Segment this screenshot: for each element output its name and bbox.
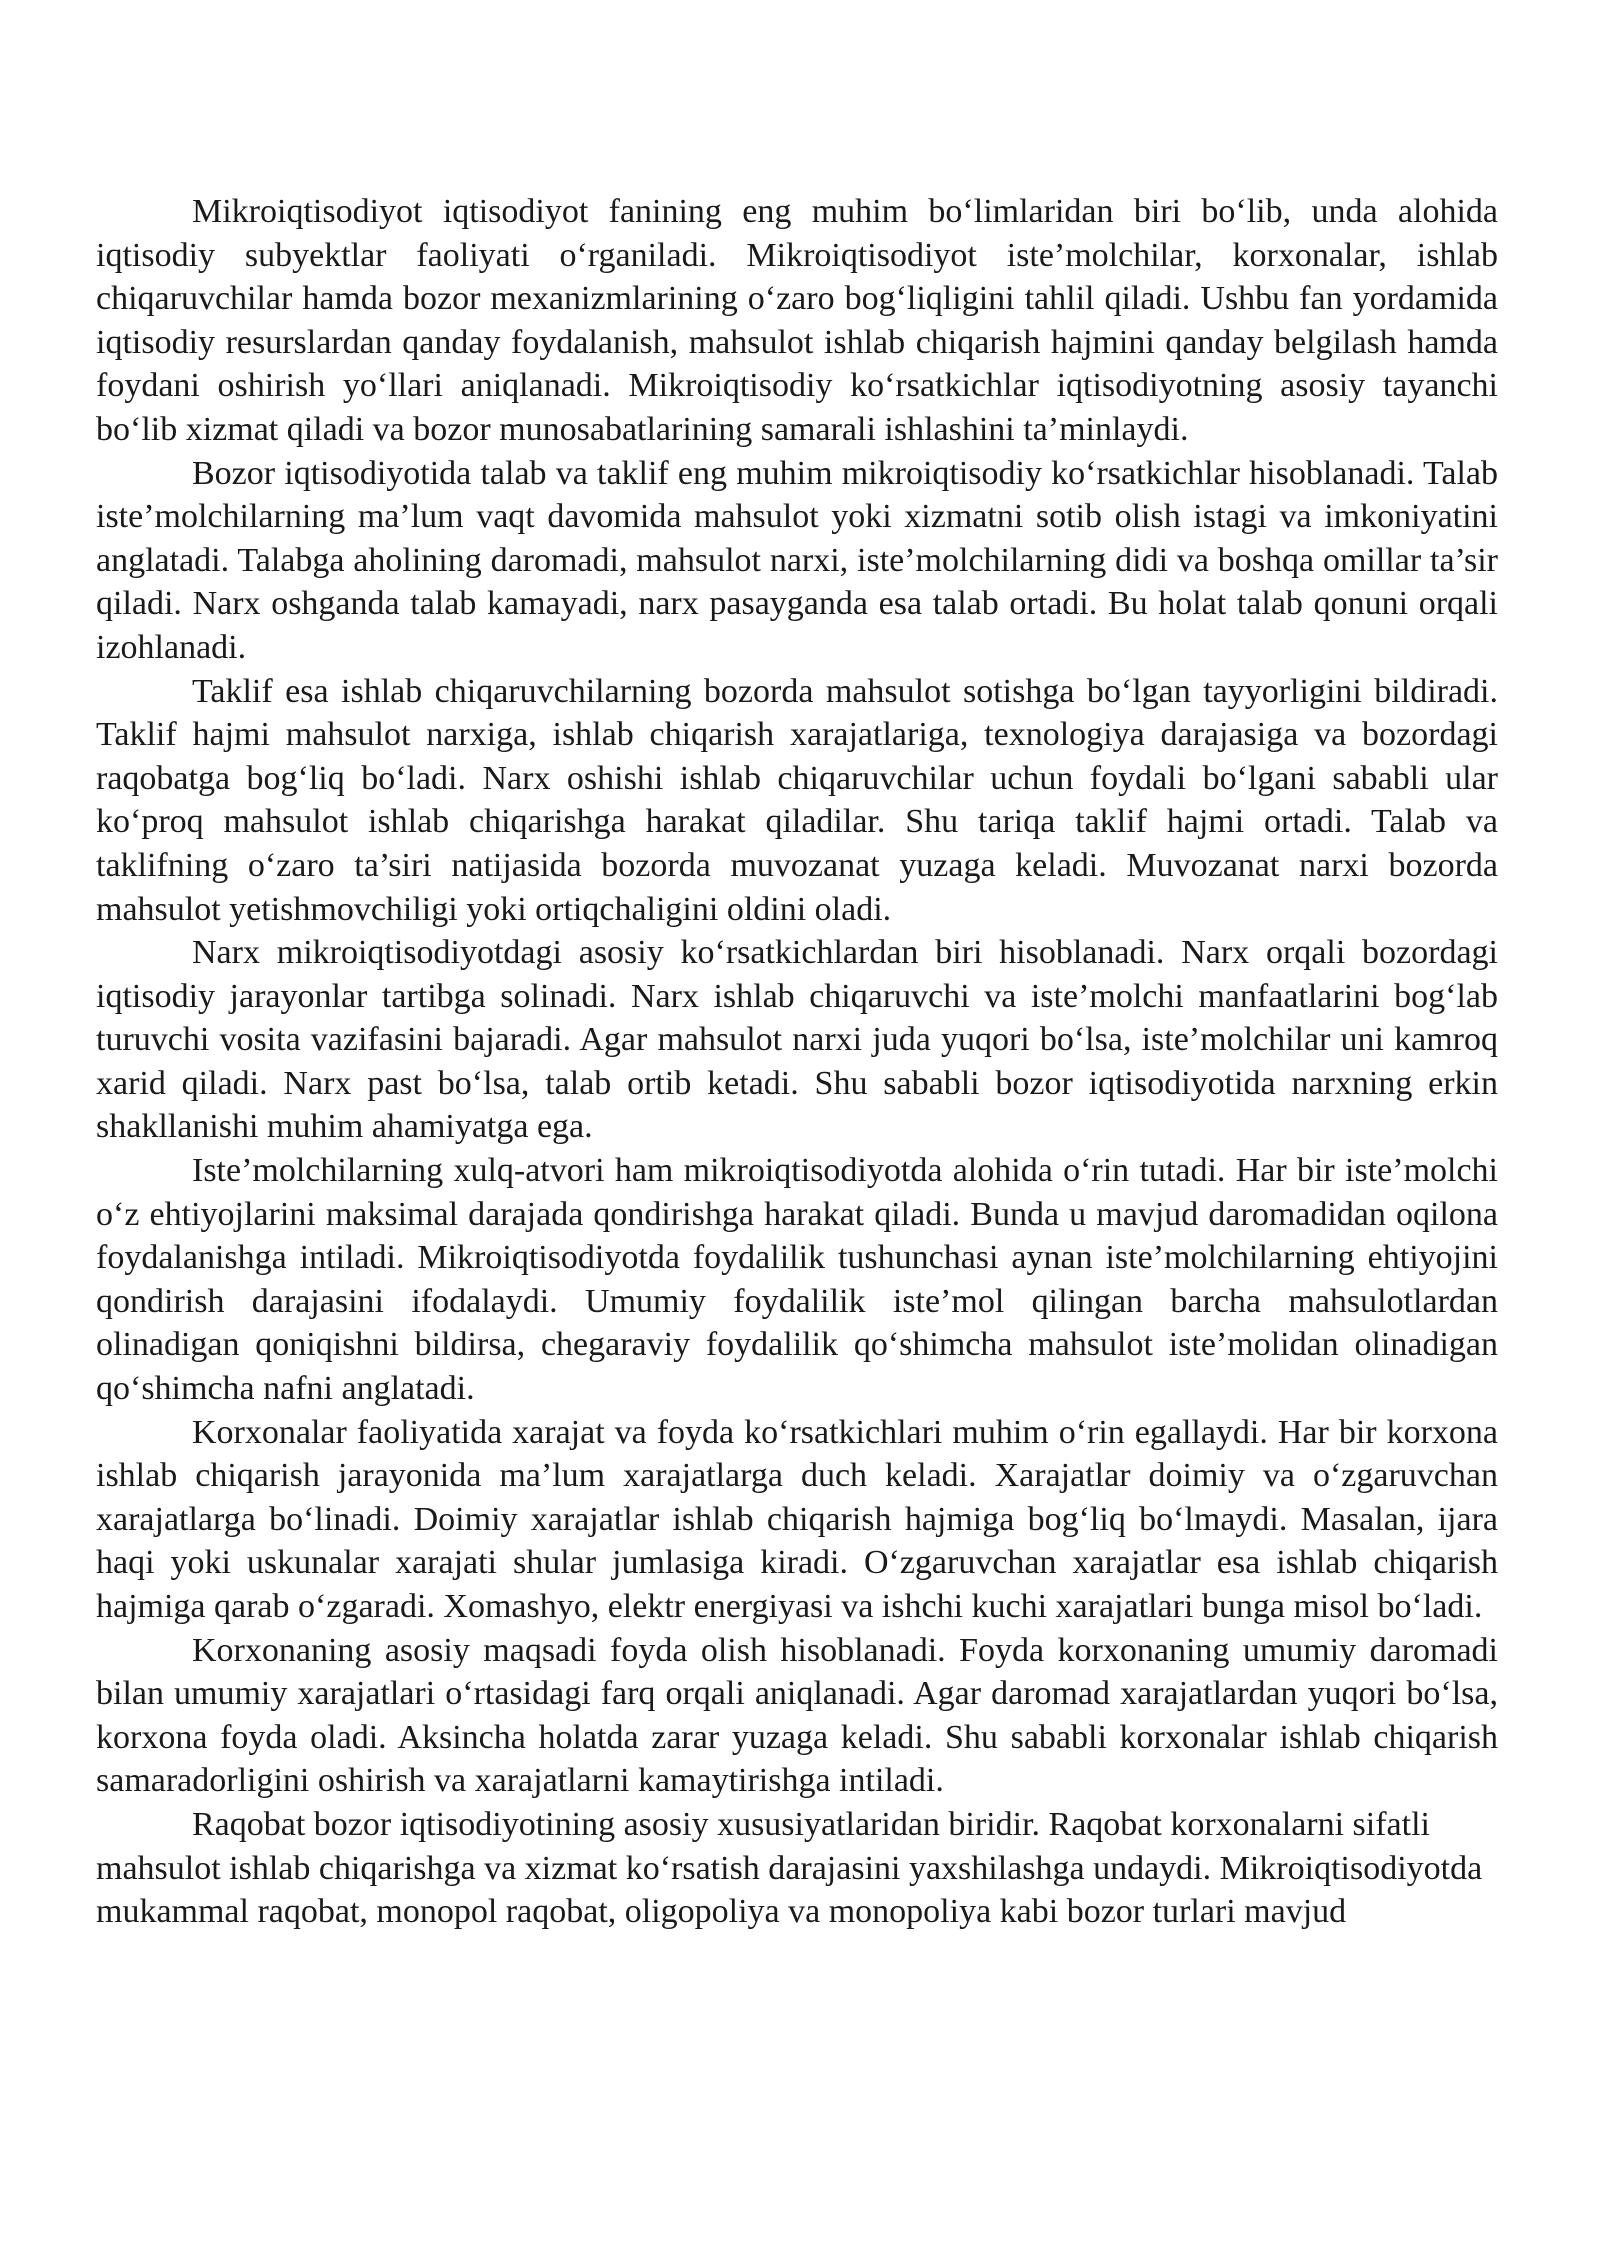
paragraph-microeconomics-intro: Mikroiqtisodiyot iqtisodiyot fanining eng muhim bo‘limlaridan biri bo‘lib, unda alohida iqtisodiy subyektlar faoliyati o‘rganiladi. Mikroiqtisodiyot iste’molchilar, korxonalar, ishlab chiqaruvchilar hamda bozor mexanizmlarining o‘zaro bog‘liqligini tahlil qiladi. Ushbu fan yordamida iqtisodiy resurslardan qanday foydalanish, mahsulot ishlab chiqarish hajmini qanday belgilash hamda foydani oshirish yo‘llari aniqlanadi. Mikroiqtisodiy ko‘rsatkichlar iqtisodiyotning asosiy tayanchi bo‘lib xizmat qiladi va bozor munosabatlarining samarali ishlashini ta’minlaydi.	[96, 193, 1498, 448]
paragraph-competition: Raqobat bozor iqtisodiyotining asosiy xususiyatlaridan biridir. Raqobat korxonalarni sifatli mahsulot ishlab chiqarishga va xizmat ko‘rsatish darajasini yaxshilashga undaydi. Mikroiqtisodiyotda mukammal raqobat, monopol raqobat, oligopoliya va monopoliya kabi bozor turlari mavjud	[96, 1805, 1483, 1931]
body-text	[96, 190, 1498, 1934]
paragraph-costs: Korxonalar faoliyatida xarajat va foyda ko‘rsatkichlari muhim o‘rin egallaydi. Har bir korxona ishlab chiqarish jarayonida ma’lum xarajatlarga duch keladi. Xarajatlar doimiy va o‘zgaruvchan xarajatlarga bo‘linadi. Doimiy xarajatlar ishlab chiqarish hajmiga bog‘liq bo‘lmaydi. Masalan, ijara haqi yoki uskunalar xarajati shular jumlasiga kiradi. O‘zgaruvchan xarajatlar esa ishlab chiqarish hajmiga qarab o‘zgaradi. Xomashyo, elektr energiyasi va ishchi kuchi xarajatlari bunga misol bo‘ladi.	[96, 1413, 1498, 1625]
paragraph-demand: Bozor iqtisodiyotida talab va taklif eng muhim mikroiqtisodiy ko‘rsatkichlar hisoblanadi. Talab iste’molchilarning ma’lum vaqt davomida mahsulot yoki xizmatni sotib olish istagi va imkoniyatini anglatadi. Talabga aholining daromadi, mahsulot narxi, iste’molchilarning didi va boshqa omillar ta’sir qiladi. Narx oshganda talab kamayadi, narx pasayganda esa talab ortadi. Bu holat talab qonuni orqali izohlanadi.	[96, 454, 1498, 666]
paragraph-price: Narx mikroiqtisodiyotdagi asosiy ko‘rsatkichlardan biri hisoblanadi. Narx orqali bozordagi iqtisodiy jarayonlar tartibga solinadi. Narx ishlab chiqaruvchi va iste’molchi manfaatlarini bog‘lab turuvchi vosita vazifasini bajaradi. Agar mahsulot narxi juda yuqori bo‘lsa, iste’molchilar uni kamroq xarid qiladi. Narx past bo‘lsa, talab ortib ketadi. Shu sababli bozor iqtisodiyotida narxning erkin shakllanishi muhim ahamiyatga ega.	[96, 934, 1498, 1146]
paragraph-supply: Taklif esa ishlab chiqaruvchilarning bozorda mahsulot sotishga bo‘lgan tayyorligini bildiradi. Taklif hajmi mahsulot narxiga, ishlab chiqarish xarajatlariga, texnologiya darajasiga va bozordagi raqobatga bog‘liq bo‘ladi. Narx oshishi ishlab chiqaruvchilar uchun foydali bo‘lgani sababli ular ko‘proq mahsulot ishlab chiqarishga harakat qiladilar. Shu tariqa taklif hajmi ortadi. Talab va taklifning o‘zaro ta’siri natijasida bozorda muvozanat yuzaga keladi. Muvozanat narxi bozorda mahsulot yetishmovchiligi yoki ortiqchaligini oldini oladi.	[96, 672, 1498, 928]
paragraph-profit: Korxonaning asosiy maqsadi foyda olish hisoblanadi. Foyda korxonaning umumiy daromadi bilan umumiy xarajatlari o‘rtasidagi farq orqali aniqlanadi. Agar daromad xarajatlardan yuqori bo‘lsa, korxona foyda oladi. Aksincha holatda zarar yuzaga keladi. Shu sababli korxonalar ishlab chiqarish samaradorligini oshirish va xarajatlarni kamaytirishga intiladi.	[96, 1631, 1498, 1800]
paragraph-consumer-behavior: Iste’molchilarning xulq-atvori ham mikroiqtisodiyotda alohida o‘rin tutadi. Har bir iste’molchi o‘z ehtiyojlarini maksimal darajada qondirishga harakat qiladi. Bunda u mavjud daromadidan oqilona foydalanishga intiladi. Mikroiqtisodiyotda foydalilik tushunchasi aynan iste’molchilarning ehtiyojini qondirish darajasini ifodalaydi. Umumiy foydalilik iste’mol qilingan barcha mahsulotlardan olinadigan qoniqishni bildirsa, chegaraviy foydalilik qo‘shimcha mahsulot iste’molidan olinadigan qo‘shimcha nafni anglatadi.	[96, 1152, 1498, 1408]
